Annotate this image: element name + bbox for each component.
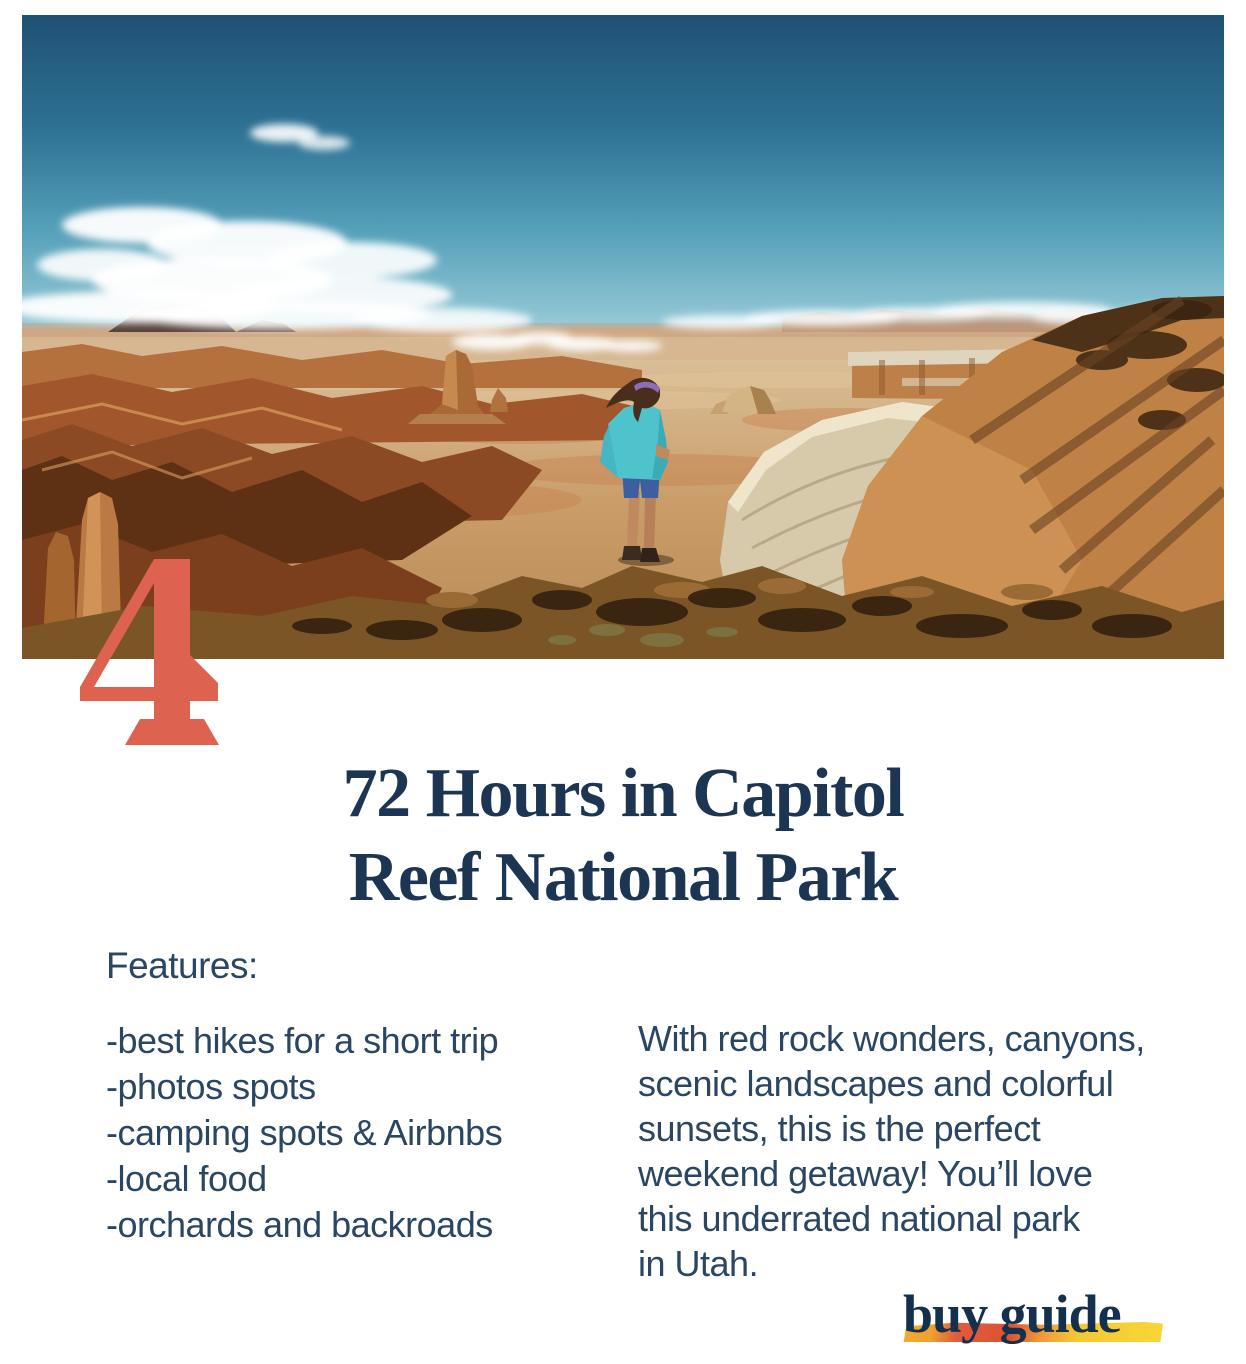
description-line: scenic landscapes and colorful: [638, 1063, 1114, 1104]
features-heading: Features:: [106, 945, 258, 986]
features-list: [106, 1018, 502, 1248]
description-line: in Utah.: [638, 1243, 759, 1284]
trip-description: [638, 1016, 1238, 1286]
numeral-4-glyph: [78, 557, 230, 747]
feature-item: -camping spots & Airbnbs: [106, 1112, 503, 1153]
description-line: sunsets, this is the perfect: [638, 1108, 1041, 1149]
page-title-line-1: 72 Hours in Capitol: [342, 755, 904, 832]
buy-guide-logo: [903, 1286, 1163, 1352]
features-section: [106, 944, 502, 1248]
feature-item: -orchards and backroads: [106, 1204, 493, 1245]
feature-item: -photos spots: [106, 1066, 316, 1107]
description-line: this underrated national park: [638, 1198, 1080, 1239]
feature-item: -local food: [106, 1158, 267, 1199]
description-line: weekend getaway! You’ll love: [638, 1153, 1093, 1194]
logo-wordmark: buy guide: [903, 1284, 1121, 1344]
description-line: With red rock wonders, canyons,: [638, 1018, 1145, 1059]
page-title: [0, 752, 1246, 920]
page-title-line-2: Reef National Park: [348, 839, 898, 916]
feature-item: -best hikes for a short trip: [106, 1020, 499, 1061]
issue-number-4: [78, 557, 230, 747]
